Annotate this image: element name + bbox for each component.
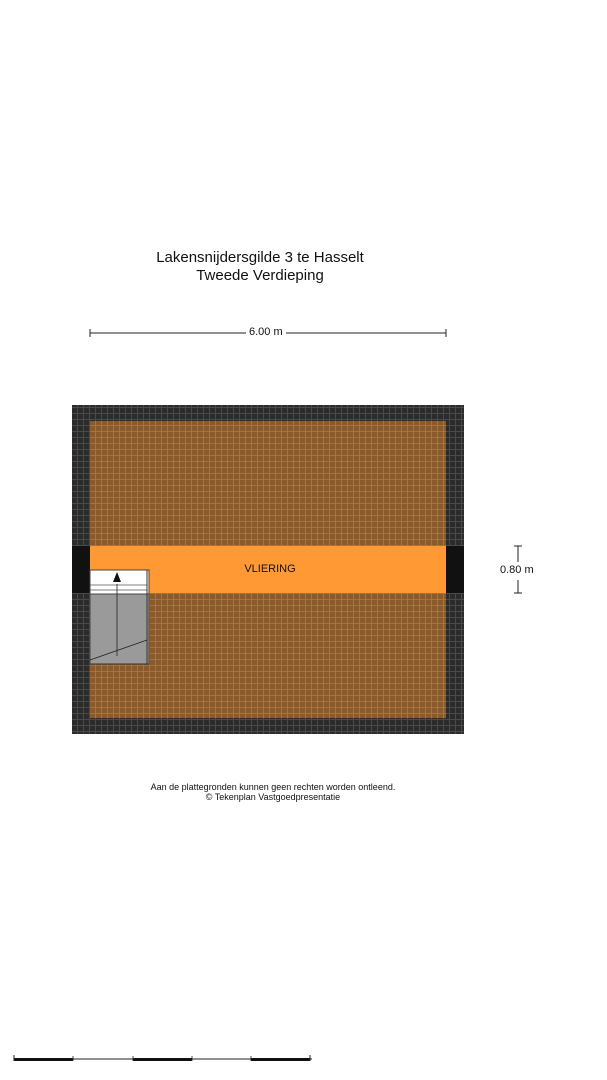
strip-dimension-label: 0.80 m <box>497 564 537 576</box>
width-dimension-label: 6.00 m <box>246 326 286 338</box>
plan-floor: Tweede Verdieping <box>196 267 324 284</box>
plan-address: Lakensnijdersgilde 3 te Hasselt <box>156 249 364 266</box>
wall-left <box>72 546 90 593</box>
disclaimer-text: Aan de plattegronden kunnen geen rechten worden ontleend. <box>150 782 396 792</box>
stair <box>90 570 149 664</box>
copyright-text: © Tekenplan Vastgoedpresentatie <box>205 792 341 802</box>
scale-bar <box>14 1055 312 1061</box>
room-label-vliering: VLIERING <box>244 563 296 575</box>
wall-right <box>446 546 464 593</box>
